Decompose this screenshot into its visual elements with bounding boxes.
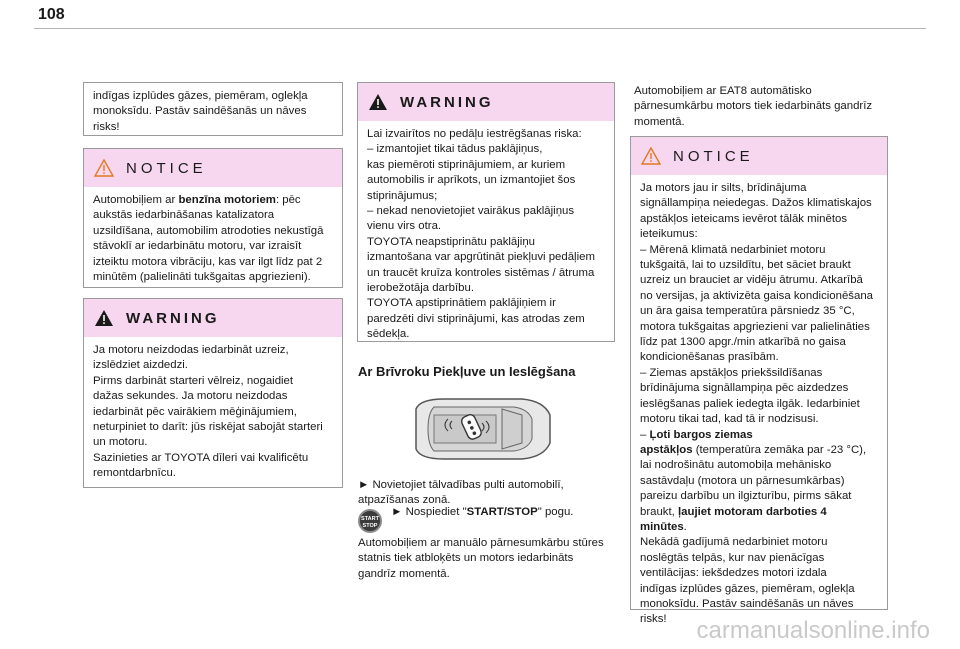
text-line: gandrīz momentā. (358, 567, 450, 580)
warning-text (358, 121, 614, 349)
notice-box-cold-climate (630, 136, 888, 626)
notice-title: NOTICE (126, 159, 207, 177)
text-line: risks! (93, 120, 120, 133)
text-line: Ja motoru neizdodas iedarbināt uzreiz, (93, 344, 289, 356)
start-stop-button-icon: START STOP (358, 509, 382, 533)
top-divider (34, 28, 926, 29)
text-line: remontdarbnīcu. (93, 467, 176, 480)
text-line: motoru tikai tad, kad tā ir nodzisusi. (640, 413, 819, 426)
step-place-remote (358, 478, 564, 509)
text-line: pārnesumkārbu motors tiek iedarbināts gandrīz (634, 100, 873, 113)
text-line: no versijas, ja aktivizēta gaisa kondicionēšana (640, 289, 874, 302)
text-line: Ja motors jau ir silts, brīdinājuma (640, 182, 807, 194)
text-line: risks! (640, 613, 667, 626)
text-line: izmantošana var apgrūtināt piekļuvi pedāļiem (367, 251, 595, 264)
text-line: ► Novietojiet tālvadības pulti automobilī, (358, 479, 564, 491)
text-line: paredzēti divi stiprinājumi, kas atrodas zem (367, 312, 585, 325)
text-line: brīdinājuma signāllampiņa pēc aizdedzes (640, 382, 849, 395)
eat8-intro-text (634, 84, 872, 130)
text-line: pareizu darbību un ilgizturību, pirms sākat (640, 490, 852, 503)
text-line: un traucēt kruīza kontroles sistēmas / ātruma (367, 266, 595, 279)
notice-text: Automobiļiem ar benzīna motoriem: pēc aukstās iedarbināšanas katalizatora uzsildīšana, automobilim atrodoties nekustīgā stāvoklī ar iedarbinātu motoru, var izraisīt izteiktu motora vibrāciju, kas var ilgt līdz pat 2 minūtēm (palielināti tukšgaitas apgriezieni). (84, 187, 342, 291)
text-line: Pirms darbināt starteri vēlreiz, nogaidiet (93, 374, 294, 387)
page-number: 108 (38, 6, 65, 23)
text-line: stāvoklī ar iedarbinātu motoru, var izraisīt (93, 240, 302, 253)
manual-gearbox-text (358, 536, 604, 582)
text-line: Nekādā gadījumā nedarbiniet motoru (640, 536, 828, 549)
text-line: dažas sekundes. Ja motoru neizdodas (93, 390, 288, 403)
text-line: lai nodrošinātu automobiļa mehānisko (640, 459, 832, 472)
text-line: monoksīdu. Pastāv saindēšanās un nāves (93, 105, 307, 118)
warning-box-mats (357, 82, 615, 342)
warning-box-starter (83, 298, 343, 488)
text-line: tukšgaitā, lai to uzsildītu, bet sāciet braukt (640, 259, 851, 272)
text-line: TOYOTA neapstiprinātu paklājiņu (367, 235, 535, 248)
text-line: ierobežotāja darbību. (367, 282, 475, 295)
text-line: ieteikumus: (640, 228, 698, 241)
text-line: Lai izvairītos no pedāļu iestrēgšanas riska: (367, 128, 582, 140)
text-line: Automobiļiem ar EAT8 automātisko (634, 85, 812, 97)
text-line: uzsildīšana, automobilim atrodoties nekustīgā (93, 224, 324, 237)
text-line: indīgas izplūdes gāzes, piemēram, oglekļa (93, 90, 308, 102)
text-line: kas piemēroti stiprinājumiem, ar kuriem (367, 158, 566, 171)
text-line: un motoru. (93, 436, 148, 449)
warning-text (84, 337, 342, 488)
text-line: kondicionēšanas prasībām. (640, 351, 779, 364)
notice-box-benzine (83, 148, 343, 288)
caution-triangle-icon (641, 147, 661, 165)
step-press-start: START STOP ► Nospiediet "START/STOP" pogu. (358, 509, 567, 533)
text-line: un āra gaisa temperatūra pārsniedz 35 °C, (640, 305, 855, 318)
text-line: – Ziemas apstākļos priekšsildīšanas (640, 366, 823, 379)
warning-header (84, 299, 342, 337)
text-line: statnis tiek atbloķēts un motors iedarbināts (358, 552, 574, 565)
text-line: Automobiļiem ar manuālo pārnesumkārbu stūres (358, 537, 604, 549)
section-heading: Ar Brīvroku Piekļuve un Ieslēgšana (358, 364, 576, 379)
text-line: atpazīšanas zonā. (358, 494, 451, 507)
text-line: – izmantojiet tikai tādus paklājiņus, (367, 143, 543, 156)
text-line: stiprinājumus; (367, 189, 438, 202)
notice-title: NOTICE (673, 147, 754, 165)
text-line: noslēgtās telpās, kur nav pienācīgas (640, 551, 825, 564)
text-line: sastāvdaļu (motora un pārnesumkārbas) (640, 474, 845, 487)
text-line: apstākļos ieteicams ievērot tālāk minētos (640, 212, 848, 225)
text-line: izslēdziet aizdedzi. (93, 359, 188, 372)
text-line: TOYOTA apstiprinātiem paklājiņiem ir (367, 297, 556, 310)
text-line: sēdekļa. (367, 328, 410, 341)
text-line: neturpiniet to darīt: jūs riskējat sabojāt starteri (93, 421, 323, 434)
text-line: momentā. (634, 115, 685, 128)
warning-title: WARNING (400, 93, 494, 111)
text-line: ieslēgšanas paliek iedegta ilgāk. Iedarbiniet (640, 397, 860, 410)
text-line: automobilis ir aprīkots, un izmantojiet šos (367, 174, 576, 187)
text-line: indīgas izplūdes gāzes, piemēram, oglekļa (640, 582, 855, 595)
warning-title: WARNING (126, 309, 220, 327)
notice-header (631, 137, 887, 175)
text-line: signāllampiņa neiedegas. Dažos klimatiskajos (640, 197, 872, 210)
warning-header (358, 83, 614, 121)
intro-box-col1 (83, 82, 343, 136)
text-line: minūtēm (palielināti tukšgaitas apgriezieni). (93, 271, 311, 284)
warning-triangle-icon (94, 309, 114, 327)
watermark: carmanualsonline.info (696, 617, 930, 644)
text-line: monoksīdu. Pastāv saindēšanās un nāves (640, 597, 854, 610)
text-line: motora tukšgaitas apgriezieni var palielināties (640, 320, 870, 333)
text-line: iedarbināt pēc vairākiem mēģinājumiem, (93, 405, 297, 418)
car-keyless-illustration (404, 395, 554, 463)
text-line: izteiktu motora vibrāciju, kas var ilgt līdz pat 2 (93, 255, 323, 268)
warning-triangle-icon (368, 93, 388, 111)
caution-triangle-icon (94, 159, 114, 177)
notice-text: Ja motors jau ir silts, brīdinājuma signāllampiņa neiedegas. Dažos klimatiskajos apstākļos ieteicams ievērot tālāk minētos ieteikumus: – Mērenā klimatā nedarbiniet motoru tukšgaitā, lai to uzsildītu, bet sāciet braukt uzreiz un brauciet ar vidēju ātrumu. Atkarībā no versijas, ja aktivizēta gaisa kondicionēšana un āra gaisa temperatūra pārsniedz 35 °C, motora tukšgaitas apgriezieni var palielināties līdz pat 1300 apgr./min atkarībā no gaisa kondicionēšanas prasībām. – Ziemas apstākļos priekšsildīšanas brīdinājuma signāllampiņa pēc aizdedzes ieslēgšanas paliek iedegta ilgāk. Iedarbiniet motoru tikai tad, kad tā ir nodzisusi. – Ļoti bargos ziemas apstākļos (temperatūra zemāka par -23 °C), lai nodrošinātu automobiļa mehānisko sastāvdaļu (motora un pārnesumkārbas) pareizu darbību un ilgizturību, pirms sākat braukt, ļaujiet motoram darboties 4 minūtes. Nekādā gadījumā nedarbiniet motoru noslēgtās telpās, kur nav pienācīgas ventilācijas: iekšdedzes motori izdala indīgas izplūdes gāzes, piemēram, oglekļa monoksīdu. Pastāv saindēšanās un nāves risks! (631, 175, 887, 634)
text-line: – Mērenā klimatā nedarbiniet motoru (640, 243, 826, 256)
text-line: vienu virs otra. (367, 220, 442, 233)
text-line: aukstās iedarbināšanas katalizatora (93, 209, 275, 222)
text-line: ventilācijas: iekšdedzes motori izdala (640, 567, 827, 580)
notice-header (84, 149, 342, 187)
text-line: Sazinieties ar TOYOTA dīleri vai kvalificētu (93, 451, 309, 464)
text-line: līdz pat 1300 apgr./min atkarībā no gaisa (640, 336, 846, 349)
text-line: uzreiz un brauciet ar vidēju ātrumu. Atkarībā (640, 274, 863, 287)
text-line: – nekad nenovietojiet vairākus paklājiņus (367, 205, 575, 218)
